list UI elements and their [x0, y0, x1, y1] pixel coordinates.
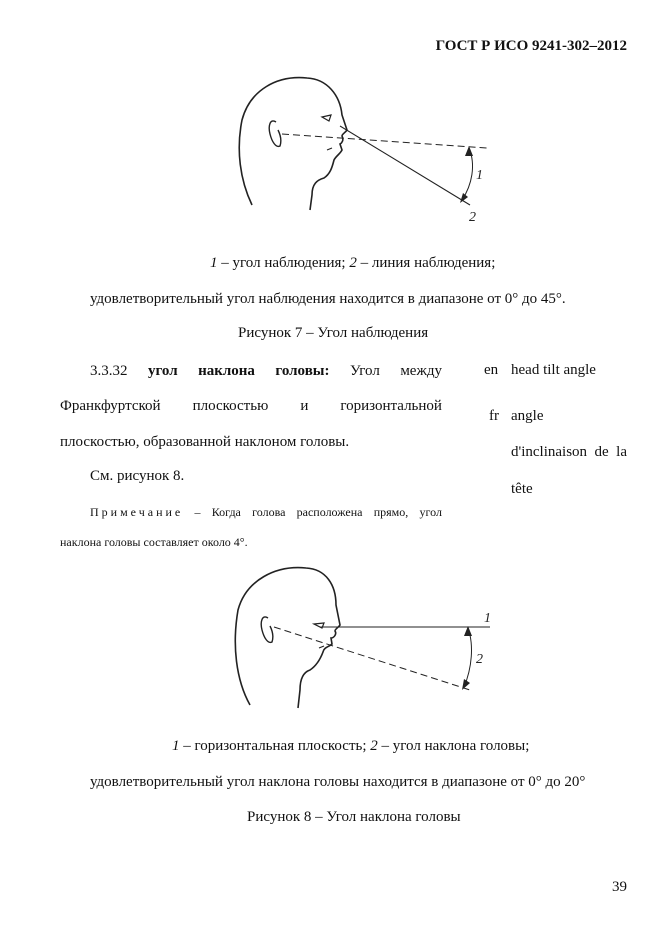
term-word-ugol: угол	[147, 363, 178, 379]
french-term-line3: tête	[511, 481, 533, 497]
figure7-legend-num2: 2	[349, 255, 357, 271]
note-line1	[90, 505, 442, 520]
figure7-note: удовлетворительный угол наблюдения находится в диапазоне от 0° до 45°.	[90, 291, 566, 307]
figure7-legend-text1: – угол наблюдения;	[217, 255, 350, 271]
note-word2: голова	[252, 505, 286, 519]
standard-designation: ГОСТ Р ИСО 9241-302–2012	[435, 38, 627, 54]
french-term-word1: d'inclinaison	[511, 444, 588, 460]
term-word-naklona: наклона	[198, 363, 255, 379]
note-word5: угол	[419, 505, 442, 519]
term-line2	[60, 398, 442, 415]
note-word3: расположена	[296, 505, 363, 519]
note-word1: Когда	[211, 505, 241, 519]
term-line1	[90, 363, 442, 380]
figure7-legend-num1: 1	[210, 255, 218, 271]
french-term-word3: la	[616, 444, 627, 460]
note-dash: –	[194, 505, 201, 519]
note-line2: наклона головы составляет около 4°.	[60, 535, 248, 549]
term-word-golovy: головы:	[275, 363, 330, 379]
term-number: 3.3.32	[90, 363, 128, 379]
french-term-line1: angle	[511, 408, 544, 424]
figure8-legend-num1: 1	[172, 738, 180, 754]
figure8-legend-text2: – угол наклона головы;	[377, 738, 530, 754]
figure7-legend	[210, 255, 495, 272]
figure8-head-diagram	[228, 560, 503, 720]
lang-code-en: en	[484, 362, 499, 378]
figure8-note: удовлетворительный угол наклона головы находится в диапазоне от 0° до 20°	[90, 774, 586, 790]
term-line2-word3: и	[300, 398, 309, 414]
term-line2-word1: Франкфуртской	[60, 398, 161, 414]
term-line3: плоскостью, образованной наклоном головы.	[60, 434, 350, 450]
figure7-marker-2: 2	[469, 210, 476, 225]
page-number: 39	[612, 879, 627, 895]
term-def-word1: Угол	[349, 363, 380, 379]
english-term: head tilt angle	[511, 362, 596, 378]
french-term-line2	[511, 444, 627, 461]
see-figure-reference: См. рисунок 8.	[90, 468, 185, 484]
figure8-caption: Рисунок 8 – Угол наклона головы	[247, 809, 461, 825]
term-line2-word2: плоскостью	[192, 398, 269, 414]
figure8-legend	[172, 738, 529, 755]
figure7-caption: Рисунок 7 – Угол наблюдения	[238, 325, 429, 341]
figure8-legend-num2: 2	[370, 738, 378, 754]
lang-code-fr: fr	[489, 408, 499, 424]
french-term-word2: de	[594, 444, 609, 460]
note-label: Примечание	[90, 505, 184, 519]
term-line2-word4: горизонтальной	[340, 398, 442, 414]
term-def-word2: между	[400, 363, 442, 379]
figure7-marker-1: 1	[476, 168, 483, 183]
figure7-head-diagram	[232, 70, 502, 230]
note-word4: прямо,	[373, 505, 409, 519]
figure8-marker-2: 2	[476, 652, 483, 667]
figure8-marker-1: 1	[484, 611, 491, 626]
figure7-legend-text2: – линия наблюдения;	[356, 255, 496, 271]
figure8-legend-text1: – горизонтальная плоскость;	[179, 738, 371, 754]
